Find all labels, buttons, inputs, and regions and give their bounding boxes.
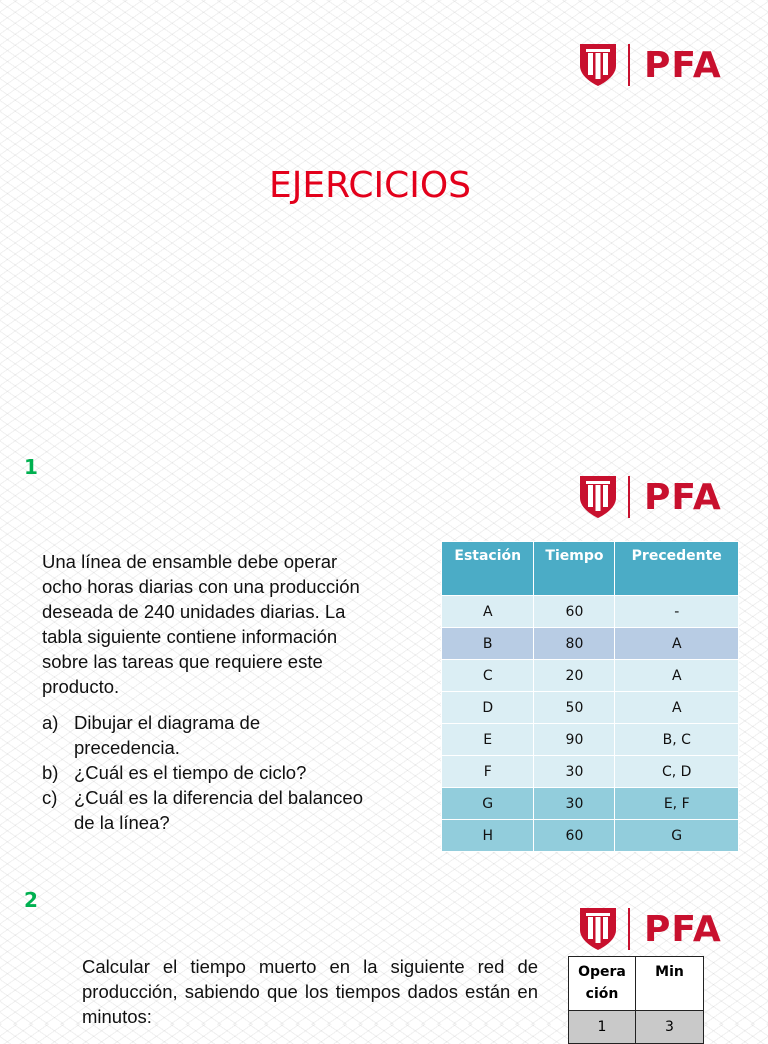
header-tiempo: Tiempo — [534, 542, 615, 596]
table-row — [442, 756, 739, 788]
question-item — [42, 785, 422, 835]
header-operacion: Opera ción — [569, 957, 636, 1011]
pfa-logo — [580, 908, 722, 950]
brand-name: PFA — [644, 908, 722, 950]
table-cell: F — [442, 756, 534, 788]
table-cell: 60 — [534, 820, 615, 852]
table-row — [569, 1011, 704, 1044]
exercise-description — [42, 549, 422, 699]
table-cell: A — [615, 692, 739, 724]
table-cell: 50 — [534, 692, 615, 724]
question-text: ¿Cuál es la diferencia del balanceo — [74, 787, 363, 808]
description-line: ocho horas diarias con una producción — [42, 576, 360, 597]
logo-divider — [628, 476, 630, 518]
operations-table — [568, 956, 704, 1044]
table-cell: G — [615, 820, 739, 852]
description-line: de producción, sabiendo que los tiempos — [82, 956, 539, 1002]
logo-divider — [628, 44, 630, 86]
table-cell: 30 — [534, 756, 615, 788]
header-estacion: Estación — [442, 542, 534, 596]
question-label: c) — [42, 787, 58, 808]
shield-logo-icon — [580, 44, 616, 86]
description-line: sobre las tareas que requiere este — [42, 651, 323, 672]
question-text: ¿Cuál es el tiempo de ciclo? — [74, 762, 307, 783]
table-cell: E, F — [615, 788, 739, 820]
table-row — [442, 788, 739, 820]
table-cell: D — [442, 692, 534, 724]
table-cell: 3 — [636, 1011, 704, 1044]
table-cell: 1 — [569, 1011, 636, 1044]
question-label: b) — [42, 762, 59, 783]
table-cell: C — [442, 660, 534, 692]
question-label: a) — [42, 712, 59, 733]
shield-logo-icon — [580, 476, 616, 518]
table-header-row — [442, 542, 739, 596]
header-precedente: Precedente — [615, 542, 739, 596]
table-row — [442, 724, 739, 756]
stations-table — [441, 541, 739, 852]
table-row — [442, 628, 739, 660]
table-cell: 80 — [534, 628, 615, 660]
table-row — [442, 660, 739, 692]
pfa-logo — [580, 44, 722, 86]
question-item — [42, 710, 422, 760]
question-list — [42, 710, 422, 835]
table-cell: H — [442, 820, 534, 852]
table-cell: B — [442, 628, 534, 660]
table-cell: 20 — [534, 660, 615, 692]
description-line: deseada de 240 unidades diarias. La — [42, 601, 346, 622]
table-cell: E — [442, 724, 534, 756]
exercise-number: 1 — [24, 455, 38, 479]
page-title: EJERCICIOS — [268, 165, 472, 206]
question-text: precedencia. — [74, 737, 180, 758]
brand-name: PFA — [644, 476, 722, 518]
shield-logo-icon — [580, 908, 616, 950]
table-cell: 30 — [534, 788, 615, 820]
table-cell: 60 — [534, 596, 615, 628]
question-text: Dibujar el diagrama de — [74, 712, 261, 733]
description-line: producto. — [42, 676, 120, 697]
description-line: dados están en minutos: — [82, 981, 538, 1027]
question-item — [42, 760, 422, 785]
table-cell: A — [615, 660, 739, 692]
description-line: Una línea de ensamble debe operar — [42, 551, 338, 572]
description-line: tabla siguiente contiene información — [42, 626, 338, 647]
description-line: Calcular el tiempo muerto en la siguiente red — [82, 956, 505, 977]
table-row — [442, 596, 739, 628]
question-text: de la línea? — [74, 812, 170, 833]
table-cell: 90 — [534, 724, 615, 756]
header-min: Min — [636, 957, 704, 1011]
table-cell: - — [615, 596, 739, 628]
exercise-number: 2 — [24, 888, 38, 912]
table-row — [442, 820, 739, 852]
table-header-row — [569, 957, 704, 1011]
table-row — [442, 692, 739, 724]
table-cell: B, C — [615, 724, 739, 756]
table-cell: A — [615, 628, 739, 660]
table-cell: C, D — [615, 756, 739, 788]
table-cell: G — [442, 788, 534, 820]
logo-divider — [628, 908, 630, 950]
exercise-description — [82, 954, 538, 1029]
table-cell: A — [442, 596, 534, 628]
brand-name: PFA — [644, 44, 722, 86]
pfa-logo — [580, 476, 722, 518]
